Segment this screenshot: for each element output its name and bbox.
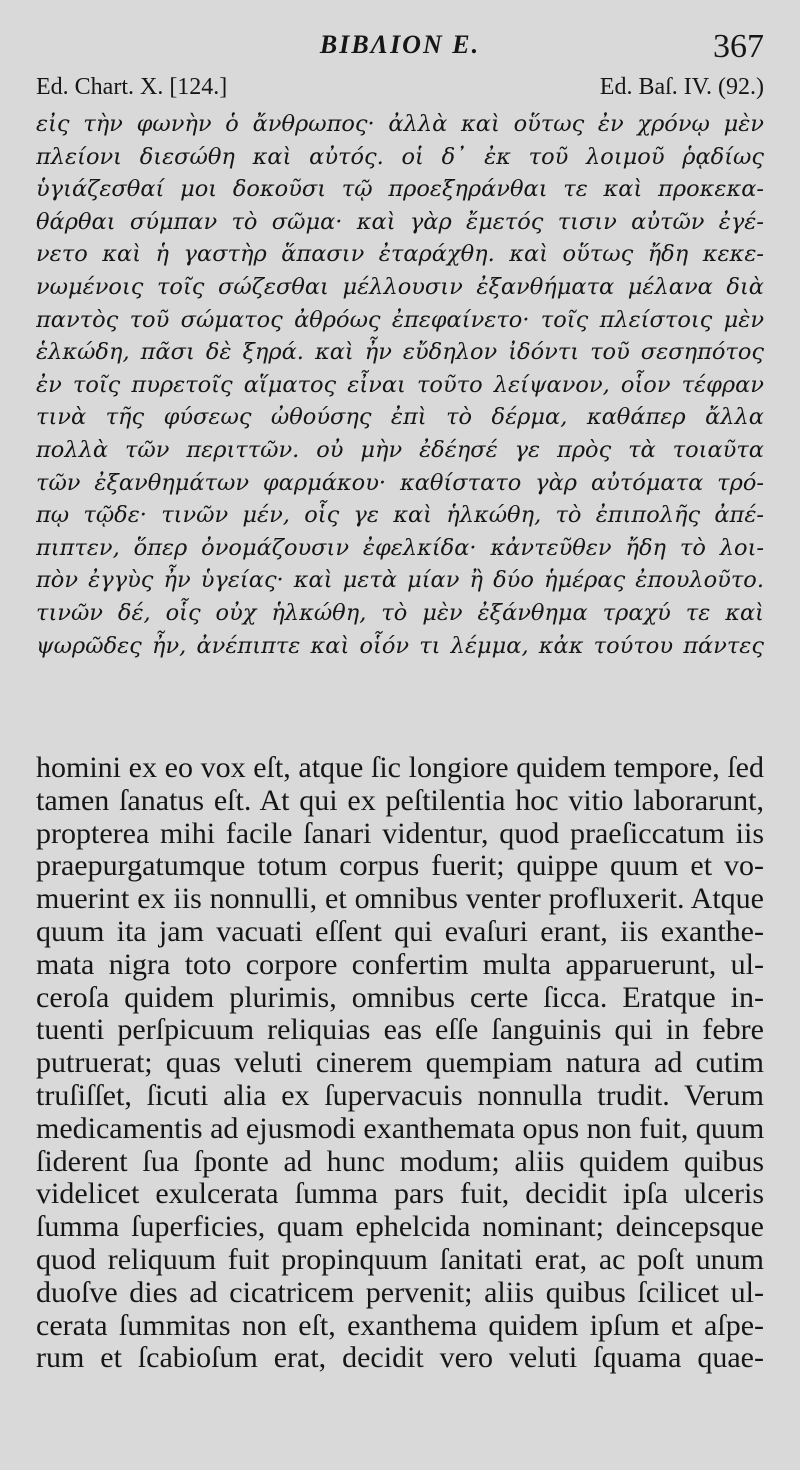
latin-line: ceroſa quidem plurimis, omnibus certe ſicca. Eratque in- (36, 981, 764, 1014)
greek-line: ἐν τοῖς πυρετοῖς αἵματος εἶναι τοῦτο λείψανον, οἷον τέφραν (36, 371, 764, 398)
latin-line: medicamentis ad ejusmodi exanthemata opus non fuit, quum (36, 1112, 764, 1145)
greek-line: θάρθαι σύμπαν τὸ σῶμα· καὶ γὰρ ἔμετός τισιν αὐτῶν ἐγέ- (36, 208, 764, 235)
greek-line: εἰς τὴν φωνὴν ὁ ἄνθρωπος· ἀλλὰ καὶ οὕτως ἐν χρόνῳ μὲν (36, 111, 764, 137)
edition-reference-line (36, 74, 764, 108)
greek-line: νετο καὶ ἡ γαστὴρ ἅπασιν ἐταράχθη. καὶ οὕτως ἤδη κεκε- (36, 241, 764, 268)
greek-line: πῳ τῷδε· τινῶν μέν, οἷς γε καὶ ἡλκώθη, τὸ ἐπιπολῆς ἀπέ- (36, 502, 764, 529)
edition-chartier-ref: Ed. Chart. X. [124.] (36, 74, 228, 100)
latin-line: ſiderent ſua ſponte ad hunc modum; aliis quidem quibus (36, 1145, 764, 1178)
greek-line: ὑγιάζεσθαί μοι δοκοῦσι τῷ προεξηράνθαι τε καὶ προκεκα- (36, 176, 764, 203)
latin-line: ſumma ſuperficies, quam ephelcida nominant; deincepsque (36, 1211, 764, 1244)
latin-line: tamen ſanatus eſt. At qui ex peſtilentia hoc vitio laborarunt, (36, 784, 764, 817)
edition-basel-ref: Ed. Baſ. IV. (92.) (599, 74, 764, 100)
greek-line: πὸν ἐγγὺς ἦν ὑγείας· καὶ μετὰ μίαν ἢ δύο ἡμέρας ἐπουλοῦτο. (36, 567, 764, 594)
greek-line: τινῶν δέ, οἷς οὐχ ἡλκώθη, τὸ μὲν ἐξάνθημα τραχύ τε καὶ (36, 599, 764, 626)
latin-line: putruerat; quas veluti cinerem quempiam natura ad cutim (36, 1047, 764, 1080)
latin-translation-block (36, 752, 764, 1375)
greek-line: πολλὰ τῶν περιττῶν. οὐ μὴν ἐδέησέ γε πρὸς τὰ τοιαῦτα (36, 436, 764, 463)
running-head (0, 22, 800, 66)
greek-line: ἑλκώδη, πᾶσι δὲ ξηρά. καὶ ἦν εὔδηλον ἰδόντι τοῦ σεσηπότος (36, 339, 764, 366)
page-number: 367 (713, 28, 764, 65)
greek-line: πλείονι διεσώθη καὶ αὐτός. οἱ δ᾽ ἐκ τοῦ λοιμοῦ ῥᾳδίως (36, 143, 764, 170)
running-title: BIBΛION E. (319, 30, 481, 59)
latin-line: truſiſſet, ſicuti alia ex ſupervacuis nonnulla trudit. Verum (36, 1079, 764, 1112)
greek-line: παντὸς τοῦ σώματος ἀθρόως ἐπεφαίνετο· τοῖς πλείστοις μὲν (36, 306, 764, 333)
greek-line: νωμένοις τοῖς σώζεσθαι μέλλουσιν ἐξανθήματα μέλανα διὰ (36, 273, 764, 300)
latin-line: homini ex eo vox eſt, atque ſic longiore quidem tempore, ſed (36, 752, 764, 784)
greek-text-block (36, 108, 764, 662)
greek-line: τινὰ τῆς φύσεως ὠθούσης ἐπὶ τὸ δέρμα, καθάπερ ἄλλα (36, 404, 764, 431)
latin-line: cerata ſummitas non eſt, exanthema quidem ipſum et aſpe- (36, 1309, 764, 1342)
latin-line: mata nigra toto corpore confertim multa apparuerunt, ul- (36, 948, 764, 981)
latin-line: duoſve dies ad cicatricem pervenit; aliis quibus ſcilicet ul- (36, 1276, 764, 1309)
greek-line: ψωρῶδες ἦν, ἀνέπιπτε καὶ οἷόν τι λέμμα, κἀκ τούτου πάντες (36, 632, 764, 659)
latin-line: tuenti perſpicuum reliquias eas eſſe ſanguinis qui in febre (36, 1014, 764, 1047)
greek-line: τῶν ἐξανθημάτων φαρμάκου· καθίστατο γὰρ αὐτόματα τρό- (36, 469, 764, 496)
latin-line: muerint ex iis nonnulli, et omnibus venter profluxerit. Atque (36, 883, 764, 916)
latin-line: praepurgatumque totum corpus fuerit; quippe quum et vo- (36, 850, 764, 883)
latin-line: propterea mihi facile ſanari videntur, quod praeſiccatum iis (36, 817, 764, 850)
latin-line: rum et ſcabioſum erat, decidit vero veluti ſquama quae- (36, 1342, 764, 1375)
greek-line: πιπτεν, ὅπερ ὀνομάζουσιν ἐφελκίδα· κἀντεῦθεν ἤδη τὸ λοι- (36, 534, 764, 561)
latin-line: quum ita jam vacuati eſſent qui evaſuri erant, iis exanthe- (36, 915, 764, 948)
latin-line: quod reliquum fuit propinquum ſanitati erat, ac poſt unum (36, 1243, 764, 1276)
latin-line: videlicet exulcerata ſumma pars fuit, decidit ipſa ulceris (36, 1178, 764, 1211)
